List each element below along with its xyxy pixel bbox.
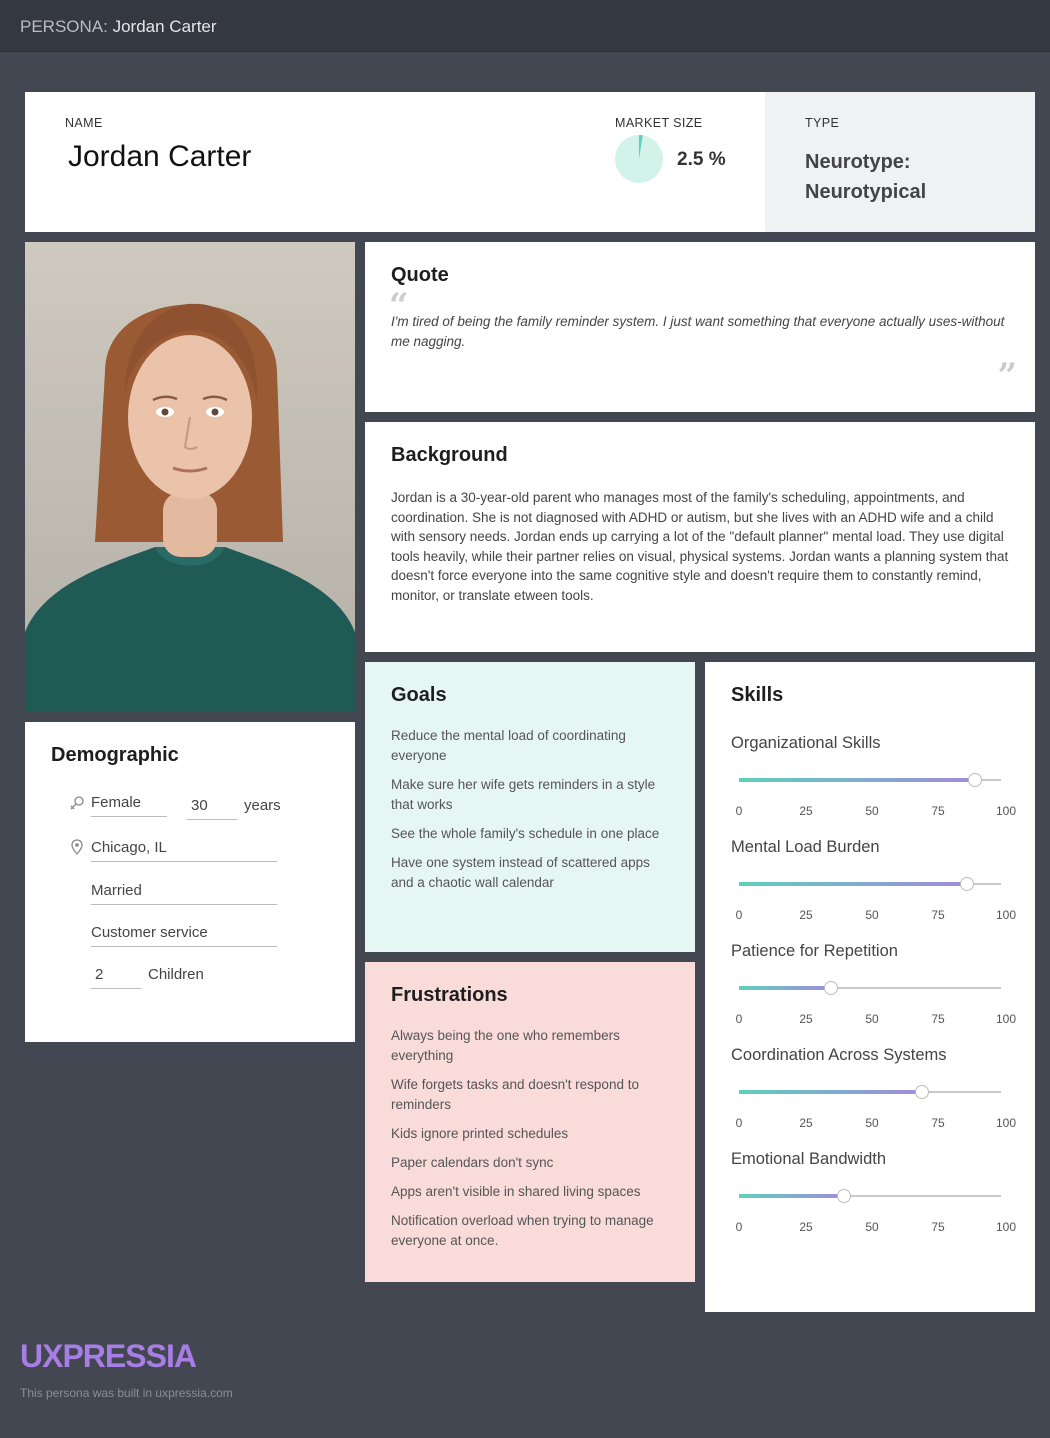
location-pin-icon (69, 839, 85, 855)
persona-title: Jordan Carter (112, 17, 217, 36)
age-field[interactable]: 30 (187, 797, 237, 820)
background-card (365, 422, 1035, 652)
tick-label: 50 (865, 1220, 879, 1234)
skill-fill (739, 1194, 844, 1198)
goals-card (365, 662, 695, 952)
list-item[interactable]: See the whole family's schedule in one place (391, 826, 660, 841)
tick-label: 50 (865, 804, 879, 818)
skill-track[interactable] (739, 987, 1001, 989)
skill-track[interactable] (739, 779, 1001, 781)
skill-track[interactable] (739, 883, 1001, 885)
background-title: Background (391, 444, 508, 466)
tick-label: 75 (931, 1220, 945, 1234)
tick-label: 100 (995, 1012, 1017, 1026)
frustrations-title: Frustrations (391, 984, 508, 1006)
list-item[interactable]: Kids ignore printed schedules (391, 1126, 569, 1141)
tick-label: 75 (931, 804, 945, 818)
market-size-pie (615, 135, 663, 183)
skill-slider (731, 734, 1021, 818)
market-size-value[interactable]: 2.5 % (677, 149, 726, 170)
demographic-title: Demographic (51, 744, 179, 766)
tick-label: 0 (735, 1220, 743, 1234)
skill-slider (731, 838, 1021, 922)
persona-photo[interactable] (25, 242, 355, 712)
tick-label: 100 (995, 804, 1017, 818)
skill-ticks (731, 1220, 1021, 1234)
skill-fill (739, 778, 975, 782)
gender-field[interactable]: Female (91, 794, 167, 817)
footer-note: This persona was built in uxpressia.com (20, 1386, 233, 1400)
marital-status-field[interactable]: Married (91, 882, 277, 905)
frustrations-card (365, 962, 695, 1282)
tick-label: 100 (995, 908, 1017, 922)
portrait-image (25, 242, 355, 712)
skill-slider (731, 942, 1021, 1026)
skill-fill (739, 986, 831, 990)
type-value[interactable]: Neurotype: Neurotypical (805, 151, 927, 203)
close-quote-icon: ” (997, 356, 1017, 396)
skill-knob[interactable] (915, 1085, 929, 1099)
skill-slider (731, 1150, 1021, 1234)
skill-name: Organizational Skills (731, 734, 881, 752)
skill-ticks (731, 1012, 1021, 1026)
goals-title: Goals (391, 684, 447, 706)
tick-label: 50 (865, 1012, 879, 1026)
skill-knob[interactable] (968, 773, 982, 787)
children-suffix: Children (148, 966, 204, 983)
type-label: TYPE (805, 116, 840, 130)
skill-track[interactable] (739, 1195, 1001, 1197)
tick-label: 75 (931, 908, 945, 922)
list-item[interactable]: Always being the one who remembers everything (391, 1028, 620, 1063)
tick-label: 0 (735, 1116, 743, 1130)
skill-name: Mental Load Burden (731, 838, 880, 856)
list-item[interactable]: Reduce the mental load of coordinating everyone (391, 728, 626, 763)
open-quote-icon: “ (389, 286, 409, 326)
tick-label: 100 (995, 1220, 1017, 1234)
tick-label: 75 (931, 1116, 945, 1130)
persona-prefix: PERSONA: (20, 17, 108, 36)
frustrations-list (391, 1026, 676, 1260)
skill-knob[interactable] (824, 981, 838, 995)
list-item[interactable]: Notification overload when trying to manage everyone at once. (391, 1213, 654, 1248)
tick-label: 50 (865, 1116, 879, 1130)
name-label: NAME (65, 116, 103, 130)
top-bar (0, 0, 1050, 52)
demographic-card (25, 722, 355, 1042)
header-card (25, 92, 765, 232)
skill-name: Patience for Repetition (731, 942, 898, 960)
age-suffix: years (244, 797, 281, 814)
children-count-field[interactable]: 2 (91, 966, 141, 989)
skill-track[interactable] (739, 1091, 1001, 1093)
tick-label: 25 (799, 1012, 813, 1026)
location-field[interactable]: Chicago, IL (91, 839, 277, 862)
list-item[interactable]: Make sure her wife gets reminders in a style that works (391, 777, 656, 812)
skills-card (705, 662, 1035, 1312)
skill-fill (739, 882, 967, 886)
occupation-field[interactable]: Customer service (91, 924, 277, 947)
quote-title: Quote (391, 264, 449, 286)
persona-name[interactable]: Jordan Carter (68, 140, 252, 173)
list-item[interactable]: Apps aren't visible in shared living spaces (391, 1184, 641, 1199)
gender-icon (69, 795, 85, 811)
list-item[interactable]: Have one system instead of scattered apps and a chaotic wall calendar (391, 855, 650, 890)
skill-ticks (731, 1116, 1021, 1130)
skills-title: Skills (731, 684, 784, 706)
skill-ticks (731, 804, 1021, 818)
uxpressia-logo[interactable]: UXPRESSIA (20, 1338, 196, 1374)
type-card (765, 92, 1035, 232)
tick-label: 25 (799, 804, 813, 818)
skill-fill (739, 1090, 922, 1094)
skill-slider (731, 1046, 1021, 1130)
skill-knob[interactable] (837, 1189, 851, 1203)
list-item[interactable]: Paper calendars don't sync (391, 1155, 554, 1170)
skill-name: Emotional Bandwidth (731, 1150, 887, 1168)
tick-label: 25 (799, 908, 813, 922)
goals-list (391, 726, 676, 902)
tick-label: 50 (865, 908, 879, 922)
skill-ticks (731, 908, 1021, 922)
tick-label: 0 (735, 804, 743, 818)
tick-label: 25 (799, 1220, 813, 1234)
tick-label: 0 (735, 1012, 743, 1026)
tick-label: 25 (799, 1116, 813, 1130)
skill-knob[interactable] (960, 877, 974, 891)
tick-label: 100 (995, 1116, 1017, 1130)
skill-name: Coordination Across Systems (731, 1046, 947, 1064)
tick-label: 0 (735, 908, 743, 922)
quote-text[interactable]: I'm tired of being the family reminder system. I just want something that everyone actually uses-without me nagging. (391, 314, 1005, 349)
tick-label: 75 (931, 1012, 945, 1026)
quote-card (365, 242, 1035, 412)
market-size-label: MARKET SIZE (615, 116, 703, 130)
background-text[interactable]: Jordan is a 30-year-old parent who manages most of the family's scheduling, appointments, and coordination. She is not diagnosed with ADHD or autism, but she lives with an ADHD wife and a child with sensory needs. Jordan ends up carrying a lot of the "default planner" mental load. They use digital tools heavily, while their partner relies on visual, physical systems. Jordan wants a planning system that doesn't force everyone into the same cognitive style and doesn't require them to constantly remind, monitor, or translate etween tools. (391, 490, 1009, 603)
list-item[interactable]: Wife forgets tasks and doesn't respond to reminders (391, 1077, 639, 1112)
